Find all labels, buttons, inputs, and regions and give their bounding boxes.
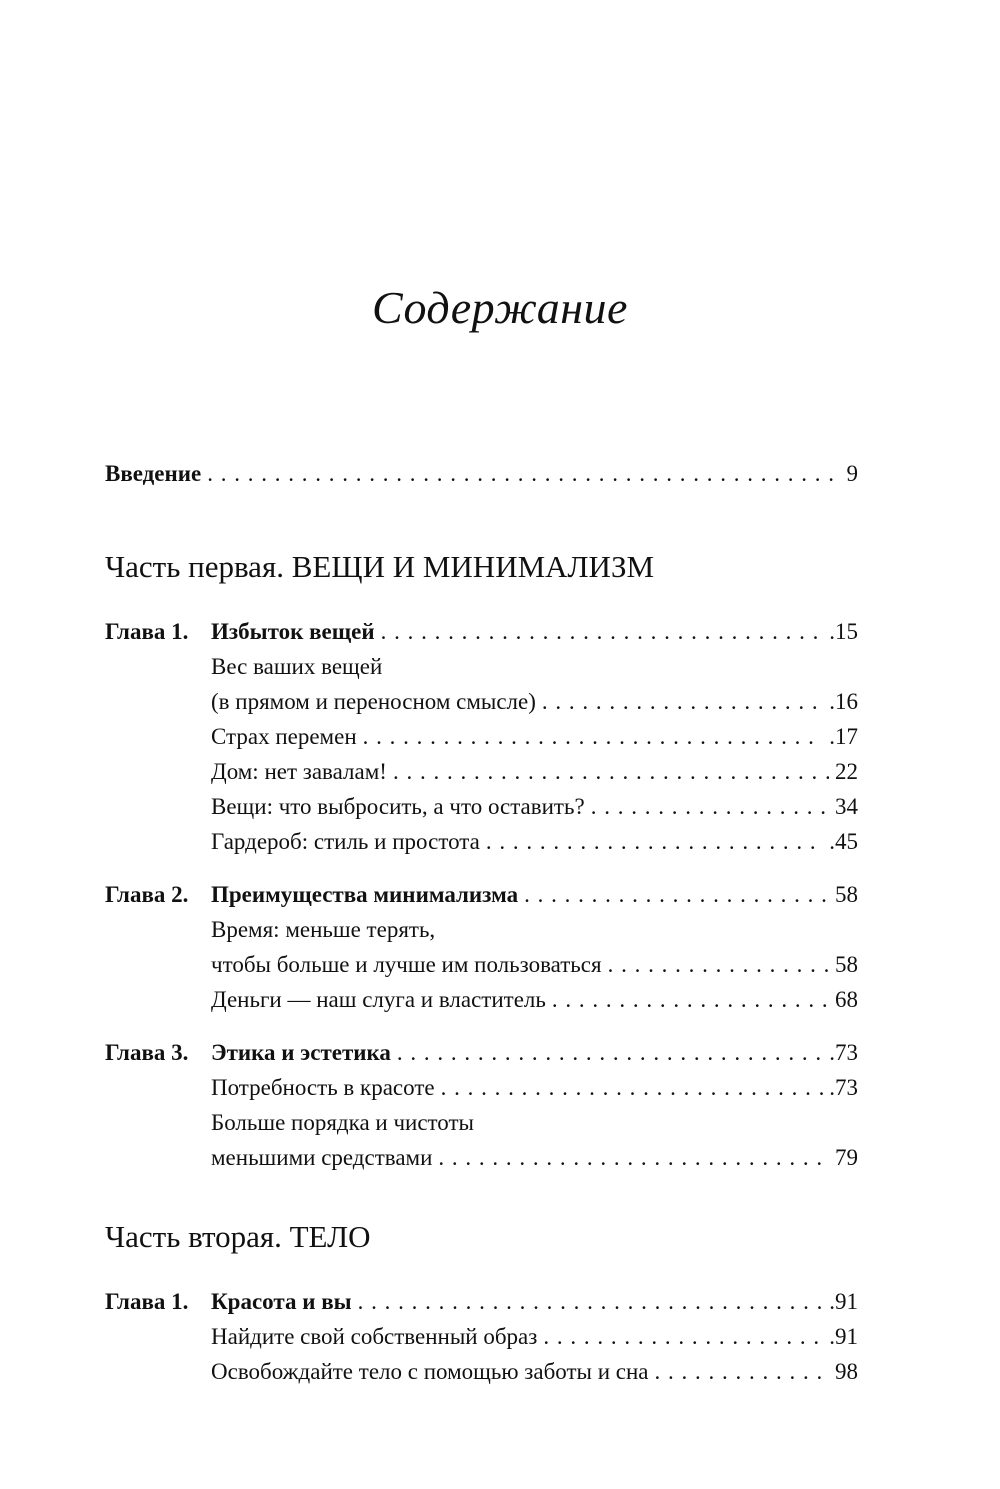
toc-entry-intro[interactable] bbox=[105, 456, 858, 491]
section-title: Гардероб: стиль и простота bbox=[211, 829, 480, 854]
chapter-title: Красота и вы bbox=[211, 1289, 352, 1314]
toc-page-number: .45 bbox=[829, 829, 858, 854]
leader-dots bbox=[552, 982, 829, 1017]
toc-page-number: .73 bbox=[829, 1040, 858, 1065]
leader-dots bbox=[363, 719, 824, 754]
toc-page-number: 58 bbox=[835, 882, 858, 907]
leader-dots bbox=[486, 824, 823, 859]
toc-page-number: 58 bbox=[835, 952, 858, 977]
leader-dots bbox=[608, 947, 829, 982]
toc-section[interactable] bbox=[105, 947, 858, 982]
table-of-contents bbox=[105, 456, 858, 1389]
toc-section[interactable] bbox=[105, 1070, 858, 1105]
leader-dots bbox=[397, 1035, 823, 1070]
page-title: Содержание bbox=[372, 282, 628, 333]
toc-page-number: .15 bbox=[829, 619, 858, 644]
chapter-title: Этика и эстетика bbox=[211, 1040, 391, 1065]
chapter-prefix: Глава 2. bbox=[105, 882, 189, 907]
toc-page-number: 79 bbox=[835, 1145, 858, 1170]
toc-chapter[interactable] bbox=[105, 1035, 858, 1070]
toc-page-number: 22 bbox=[835, 759, 858, 784]
toc-section[interactable] bbox=[105, 824, 858, 859]
chapter-prefix: Глава 1. bbox=[105, 1289, 189, 1314]
toc-page-number: .16 bbox=[829, 689, 858, 714]
toc-page-number: 68 bbox=[835, 987, 858, 1012]
section-title: Найдите свой собственный образ bbox=[211, 1324, 538, 1349]
toc-page-number: .91 bbox=[829, 1324, 858, 1349]
leader-dots bbox=[207, 456, 840, 491]
leader-dots bbox=[441, 1070, 824, 1105]
section-title: чтобы больше и лучше им пользоваться bbox=[211, 952, 602, 977]
leader-dots bbox=[524, 877, 829, 912]
toc-section-line[interactable]: Больше порядка и чистоты bbox=[211, 1110, 475, 1135]
leader-dots bbox=[438, 1140, 829, 1175]
section-title: Дом: нет завалам! bbox=[211, 759, 387, 784]
leader-dots bbox=[381, 614, 824, 649]
chapter-prefix: Глава 1. bbox=[105, 619, 189, 644]
toc-chapter[interactable] bbox=[105, 1284, 858, 1319]
section-title: Потребность в красоте bbox=[211, 1075, 435, 1100]
toc-section[interactable] bbox=[105, 684, 858, 719]
toc-section-line[interactable]: Время: меньше терять, bbox=[211, 917, 436, 942]
toc-chapter[interactable] bbox=[105, 614, 858, 649]
toc-page-number: .91 bbox=[829, 1289, 858, 1314]
leader-dots bbox=[591, 789, 829, 824]
toc-section[interactable] bbox=[105, 1319, 858, 1354]
toc-section[interactable] bbox=[105, 754, 858, 789]
toc-section[interactable] bbox=[105, 789, 858, 824]
leader-dots bbox=[358, 1284, 824, 1319]
section-title: Освобождайте тело с помощью заботы и сна bbox=[211, 1359, 649, 1384]
chapter-prefix: Глава 3. bbox=[105, 1040, 189, 1065]
section-title: меньшими средствами bbox=[211, 1145, 433, 1170]
section-title: Деньги — наш слуга и властитель bbox=[211, 987, 546, 1012]
part-heading: Часть вторая. ТЕЛО bbox=[105, 1219, 371, 1254]
chapter-title: Преимущества минимализма bbox=[211, 882, 519, 907]
section-title: Вещи: что выбросить, а что оставить? bbox=[211, 794, 585, 819]
toc-section[interactable] bbox=[105, 1354, 858, 1389]
toc-section[interactable] bbox=[105, 982, 858, 1017]
chapter-title: Избыток вещей bbox=[211, 619, 375, 644]
leader-dots bbox=[543, 1319, 823, 1354]
leader-dots bbox=[393, 754, 829, 789]
toc-chapter[interactable] bbox=[105, 877, 858, 912]
toc-page-number: .17 bbox=[829, 724, 858, 749]
section-title: (в прямом и переносном смысле) bbox=[211, 689, 536, 714]
toc-section-line[interactable]: Вес ваших вещей bbox=[211, 654, 383, 679]
toc-entry-label: Введение bbox=[105, 461, 202, 486]
toc-section[interactable] bbox=[105, 1140, 858, 1175]
section-title: Страх перемен bbox=[211, 724, 357, 749]
leader-dots bbox=[655, 1354, 829, 1389]
toc-section[interactable] bbox=[105, 719, 858, 754]
toc-page-number: 98 bbox=[835, 1359, 858, 1384]
toc-page-number: .73 bbox=[829, 1075, 858, 1100]
part-heading: Часть первая. ВЕЩИ И МИНИМАЛИЗМ bbox=[105, 549, 655, 584]
toc-page-number: 34 bbox=[835, 794, 858, 819]
toc-page-number: 9 bbox=[846, 461, 858, 486]
leader-dots bbox=[542, 684, 823, 719]
